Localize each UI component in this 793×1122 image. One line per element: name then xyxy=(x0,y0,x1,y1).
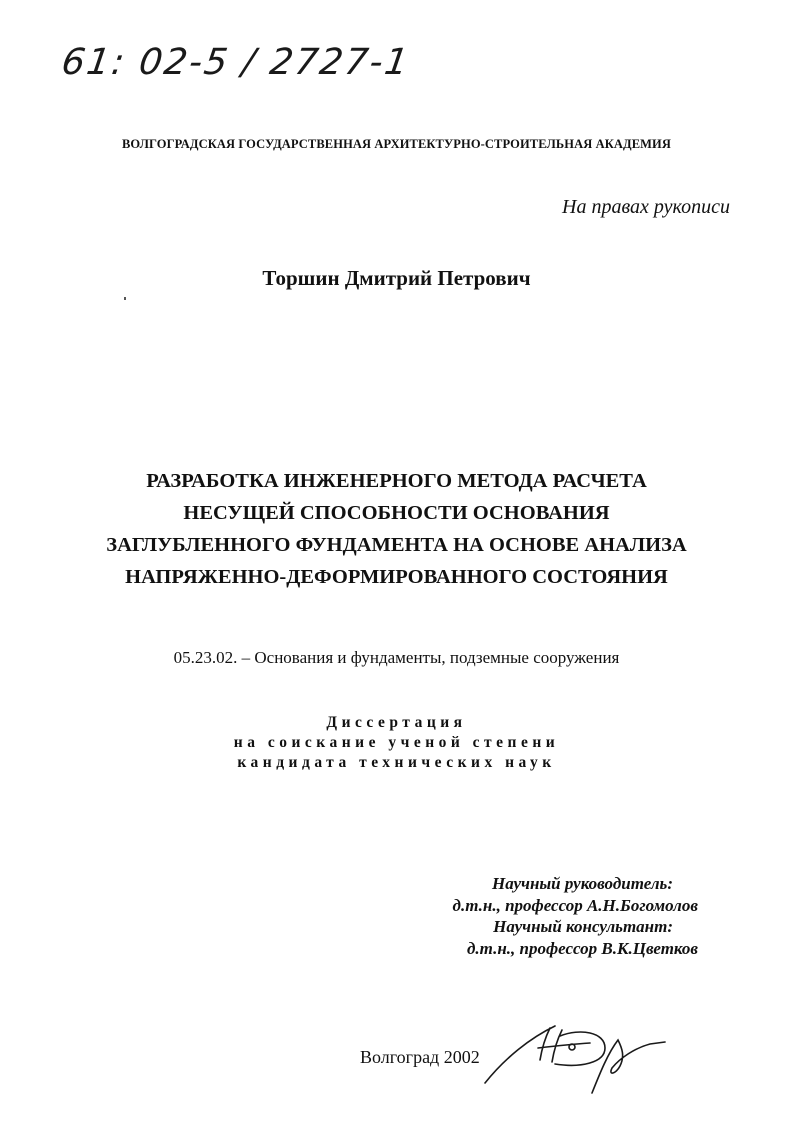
archive-code-handwritten: 61: 02-5 / 2727-1 xyxy=(59,42,413,83)
author-name: Торшин Дмитрий Петрович xyxy=(262,266,531,290)
title-line: РАЗРАБОТКА ИНЖЕНЕРНОГО МЕТОДА РАСЧЕТА xyxy=(146,470,647,492)
city-year: Волгоград 2002 xyxy=(360,1047,480,1067)
degree-line: на соискание ученой степени xyxy=(233,734,560,751)
dissertation-title xyxy=(0,465,793,593)
institution-name: ВОЛГОГРАДСКАЯ ГОСУДАРСТВЕННАЯ АРХИТЕКТУРНО-СТРОИТЕЛЬНАЯ АКАДЕМИЯ xyxy=(122,137,671,151)
signature-icon xyxy=(480,1018,670,1098)
scan-speck xyxy=(124,297,126,300)
title-line: НАПРЯЖЕННО-ДЕФОРМИРОВАННОГО СОСТОЯНИЯ xyxy=(125,566,668,588)
degree-line: Диссертация xyxy=(326,714,467,731)
supervisor-label: Научный руководитель: xyxy=(491,874,673,893)
specialty-code: 05.23.02. – Основания и фундаменты, подземные сооружения xyxy=(173,648,620,667)
consultant-label: Научный консультант: xyxy=(493,917,673,936)
degree-statement xyxy=(0,713,793,773)
supervisor-name: д.т.н., профессор А.Н.Богомолов xyxy=(452,895,698,915)
consultant-name: д.т.н., профессор В.К.Цветков xyxy=(466,938,698,958)
rights-note: На правах рукописи xyxy=(562,196,730,218)
advisors-block xyxy=(453,873,698,959)
title-line: НЕСУЩЕЙ СПОСОБНОСТИ ОСНОВАНИЯ xyxy=(183,502,610,524)
title-line: ЗАГЛУБЛЕННОГО ФУНДАМЕНТА НА ОСНОВЕ АНАЛИЗА xyxy=(106,534,687,556)
degree-line: кандидата технических наук xyxy=(237,754,556,771)
